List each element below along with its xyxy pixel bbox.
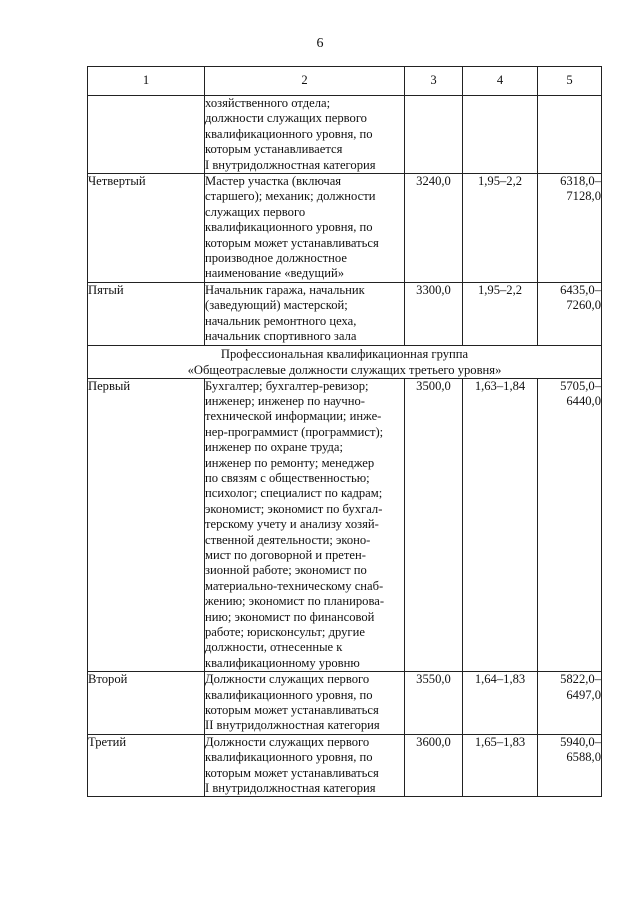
salary-range	[538, 96, 602, 174]
positions-line: Должности служащих первого	[205, 672, 370, 687]
positions-line: инженер по ремонту; менеджер	[205, 455, 375, 470]
salary-range-line: 5940,0–	[560, 734, 601, 749]
coefficient: 1,95–2,2	[463, 174, 538, 283]
qualification-level: Второй	[88, 672, 205, 735]
column-header: 2	[205, 67, 405, 96]
base-salary: 3550,0	[405, 672, 463, 735]
table-row	[88, 96, 602, 174]
positions-cell	[205, 174, 405, 283]
positions-cell	[205, 282, 405, 345]
positions-line: (заведующий) мастерской;	[205, 298, 348, 313]
positions-line: должности служащих первого	[205, 111, 367, 126]
positions-line: квалификационного уровня, по	[205, 126, 373, 141]
salary-range-line: 6497,0	[566, 687, 601, 702]
salary-range	[538, 672, 602, 735]
positions-line: I внутридолжностная категория	[205, 157, 376, 172]
salary-range-line: 5822,0–	[560, 672, 601, 687]
coefficient	[463, 96, 538, 174]
base-salary: 3500,0	[405, 378, 463, 672]
positions-line: зионной работе; экономист по	[205, 563, 367, 578]
positions-line: жению; экономист по планирова-	[205, 594, 385, 609]
positions-line: производное должностное	[205, 251, 347, 266]
positions-line: I внутридолжностная категория	[205, 781, 376, 796]
qualification-level	[88, 96, 205, 174]
positions-line: которым может устанавливаться	[205, 703, 379, 718]
group-title	[88, 345, 602, 378]
salary-range-line: 6318,0–	[560, 174, 601, 189]
positions-line: нер-программист (программист);	[205, 424, 384, 439]
positions-line: терскому учету и анализу хозяй-	[205, 517, 379, 532]
table-row	[88, 282, 602, 345]
positions-cell	[205, 734, 405, 797]
positions-line: служащих первого	[205, 204, 306, 219]
group-title-line: Профессиональная квалификационная группа	[220, 346, 469, 361]
table-body	[88, 96, 602, 797]
base-salary: 3600,0	[405, 734, 463, 797]
base-salary: 3300,0	[405, 282, 463, 345]
positions-line: ственной деятельности; эконо-	[205, 532, 371, 547]
table-header-row	[88, 67, 602, 96]
positions-line: психолог; специалист по кадрам;	[205, 486, 383, 501]
coefficient: 1,65–1,83	[463, 734, 538, 797]
positions-line: инженер; инженер по научно-	[205, 393, 365, 408]
base-salary: 3240,0	[405, 174, 463, 283]
salary-range-line: 6440,0	[566, 393, 601, 408]
qualification-level: Пятый	[88, 282, 205, 345]
salary-range	[538, 378, 602, 672]
positions-line: по связям с общественностью;	[205, 470, 370, 485]
table-row	[88, 378, 602, 672]
group-header-row	[88, 345, 602, 378]
positions-cell	[205, 672, 405, 735]
salary-range-line: 5705,0–	[560, 378, 601, 393]
positions-line: мист по договорной и претен-	[205, 547, 366, 562]
coefficient: 1,95–2,2	[463, 282, 538, 345]
positions-line: II внутридолжностная категория	[205, 718, 380, 733]
column-header: 5	[538, 67, 602, 96]
positions-line: экономист; экономист по бухгал-	[205, 501, 383, 516]
positions-cell	[205, 378, 405, 672]
positions-line: нию; экономист по финансовой	[205, 609, 375, 624]
positions-cell	[205, 96, 405, 174]
positions-line: Бухгалтер; бухгалтер-ревизор;	[205, 378, 369, 393]
salary-range	[538, 174, 602, 283]
positions-line: работе; юрисконсульт; другие	[205, 625, 365, 639]
salary-range-line: 6435,0–	[560, 282, 601, 297]
positions-line: квалификационного уровня, по	[205, 687, 373, 702]
column-header: 3	[405, 67, 463, 96]
coefficient: 1,63–1,84	[463, 378, 538, 672]
positions-line: Начальник гаража, начальник	[205, 282, 365, 297]
salary-range-line: 7260,0	[566, 298, 601, 313]
positions-line: квалификационного уровня, по	[205, 220, 373, 235]
qualification-level: Четвертый	[88, 174, 205, 283]
salary-range-line: 7128,0	[566, 189, 601, 204]
group-title-line: «Общеотраслевые должности служащих третьего уровня»	[187, 362, 502, 377]
table-row	[88, 672, 602, 735]
positions-line: инженер по охране труда;	[205, 440, 343, 455]
table-row	[88, 174, 602, 283]
salary-range	[538, 282, 602, 345]
coefficient: 1,64–1,83	[463, 672, 538, 735]
positions-line: Мастер участка (включая	[205, 174, 342, 189]
positions-line: должности, отнесенные к	[205, 640, 343, 655]
qualification-level: Третий	[88, 734, 205, 797]
positions-line: которым может устанавливаться	[205, 765, 379, 780]
positions-line: наименование «ведущий»	[205, 266, 345, 281]
column-header: 1	[88, 67, 205, 96]
table-row	[88, 734, 602, 797]
positions-line: старшего); механик; должности	[205, 189, 376, 204]
salary-range-line: 6588,0	[566, 750, 601, 765]
positions-line: хозяйственного отдела;	[205, 96, 331, 110]
positions-line: технической информации; инже-	[205, 409, 382, 424]
positions-line: которым устанавливается	[205, 142, 343, 157]
column-header: 4	[463, 67, 538, 96]
positions-line: квалификационного уровня, по	[205, 750, 373, 765]
positions-line: Должности служащих первого	[205, 734, 370, 749]
salary-range	[538, 734, 602, 797]
positions-line: начальник спортивного зала	[205, 329, 357, 344]
base-salary	[405, 96, 463, 174]
positions-line: материально-техническому снаб-	[205, 578, 384, 593]
salary-table	[87, 66, 602, 797]
positions-line: которым может устанавливаться	[205, 235, 379, 250]
positions-line: квалификационному уровню	[205, 655, 360, 670]
positions-line: начальник ремонтного цеха,	[205, 313, 357, 328]
qualification-level: Первый	[88, 378, 205, 672]
page-number: 6	[316, 36, 324, 51]
